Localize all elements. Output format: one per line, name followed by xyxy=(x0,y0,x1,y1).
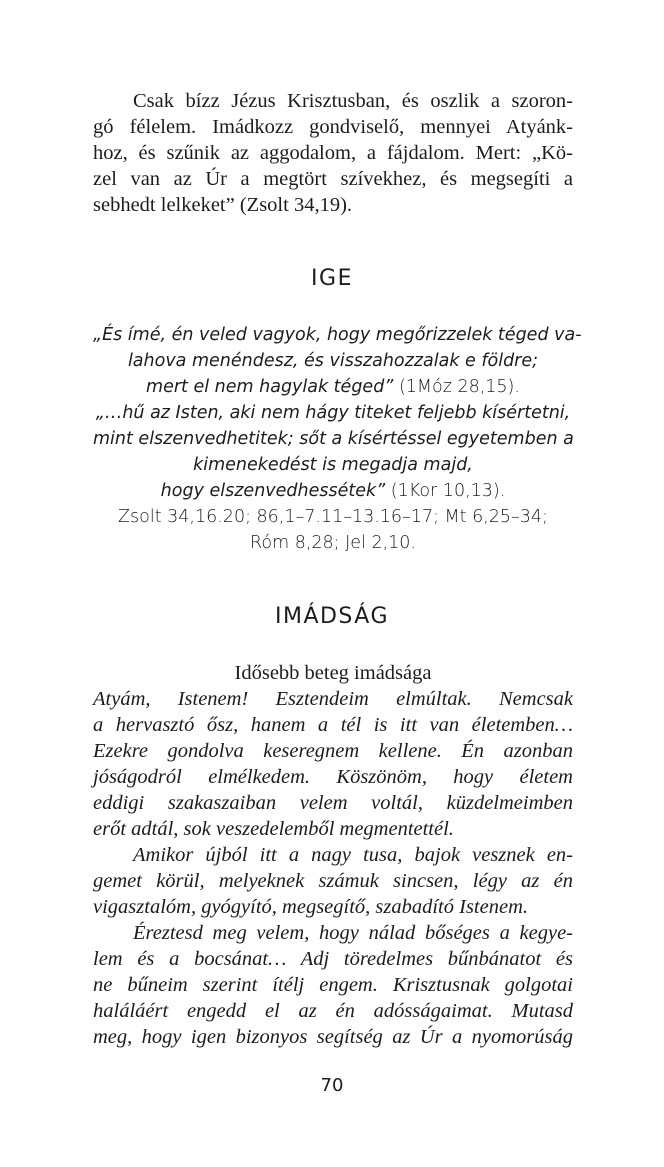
ige-references-line-1: Zsolt 34,16.20; 86,1–7.11–13.16–17; Mt 6,25–34; xyxy=(118,507,548,527)
imadsag-line-6: erőt adtál, sok veszedelemből megmentettél. xyxy=(93,818,454,840)
ige-quote2-last-text: hogy elszenvedhessétek” xyxy=(160,481,386,501)
intro-line-3: hoz, és szűnik az aggodalom, a fájdalom. Mert: „Kö- xyxy=(93,142,573,164)
imadsag-line-14: meg, hogy igen bizonyos segítség az Úr a nyomorúság xyxy=(93,1026,573,1048)
imadsag-line-4: jóságodról elmélkedem. Köszönöm, hogy életem xyxy=(93,766,573,788)
intro-line-4: zel van az Úr a megtört szívekhez, és megsegíti a xyxy=(93,168,573,190)
imadsag-line-10: Éreztesd meg velem, hogy nálad bőséges a kegye- xyxy=(133,922,573,944)
ige-quote1-last-text: mert el nem hagylak téged” xyxy=(146,377,394,397)
imadsag-line-3: Ezekre gondolva keseregnem kellene. Én azonban xyxy=(93,740,573,762)
ige-references-line-2: Róm 8,28; Jel 2,10. xyxy=(250,533,416,553)
ige-heading: IGE xyxy=(311,266,353,291)
imadsag-line-12: ne bűneim szerint ítélj engem. Krisztusnak golgotai xyxy=(93,974,573,996)
imadsag-heading: IMÁDSÁG xyxy=(274,604,390,629)
ige-quote2-line-3: kimenekedést is megadja majd, xyxy=(193,455,473,475)
ige-quote2-line-4 xyxy=(93,478,573,504)
ige-quote1-reference: (1Móz 28,15). xyxy=(393,377,520,397)
ige-quote2-line-2: mint elszenvedhetitek; sőt a kísértéssel egyetemben a xyxy=(93,429,574,449)
intro-line-5: sebhedt lelkeket” (Zsolt 34,19). xyxy=(93,194,353,216)
ige-quote1-line-1: „És ímé, én veled vagyok, hogy megőrizzelek téged va- xyxy=(93,325,582,345)
ige-quote2-line-1: „…hű az Isten, aki nem hágy titeket feljebb kísértetni, xyxy=(95,403,571,423)
imadsag-line-2: a hervasztó ősz, hanem a tél is itt van életemben… xyxy=(93,714,573,736)
ige-quote1-line-3 xyxy=(93,374,573,400)
ige-quote1-line-2: lahova menéndesz, és visszahozzalak e földre; xyxy=(127,351,539,371)
imadsag-line-9: vigasztalóm, gyógyító, megsegítő, szabadító Istenem. xyxy=(93,896,529,918)
imadsag-line-5: eddigi szakaszaiban velem voltál, küzdelmeimben xyxy=(93,792,573,814)
imadsag-line-13: haláláért engedd el az én adósságaimat. Mutasd xyxy=(93,1000,573,1022)
imadsag-subtitle: Idősebb beteg imádsága xyxy=(234,662,432,684)
intro-line-2: gó félelem. Imádkozz gondviselő, mennyei Atyánk- xyxy=(93,116,573,138)
ige-quote2-reference: (1Kor 10,13). xyxy=(385,481,506,501)
imadsag-line-8: gemet körül, melyeknek számuk sincsen, légy az én xyxy=(93,870,573,892)
page-number: 70 xyxy=(320,1075,344,1096)
imadsag-line-11: lem és a bocsánat… Adj töredelmes bűnbánatot és xyxy=(93,948,573,970)
imadsag-line-7: Amikor újból itt a nagy tusa, bajok vesznek en- xyxy=(133,844,573,866)
intro-line-1: Csak bízz Jézus Krisztusban, és oszlik a szoron- xyxy=(133,90,573,112)
imadsag-line-1: Atyám, Istenem! Esztendeim elmúltak. Nemcsak xyxy=(93,688,573,710)
